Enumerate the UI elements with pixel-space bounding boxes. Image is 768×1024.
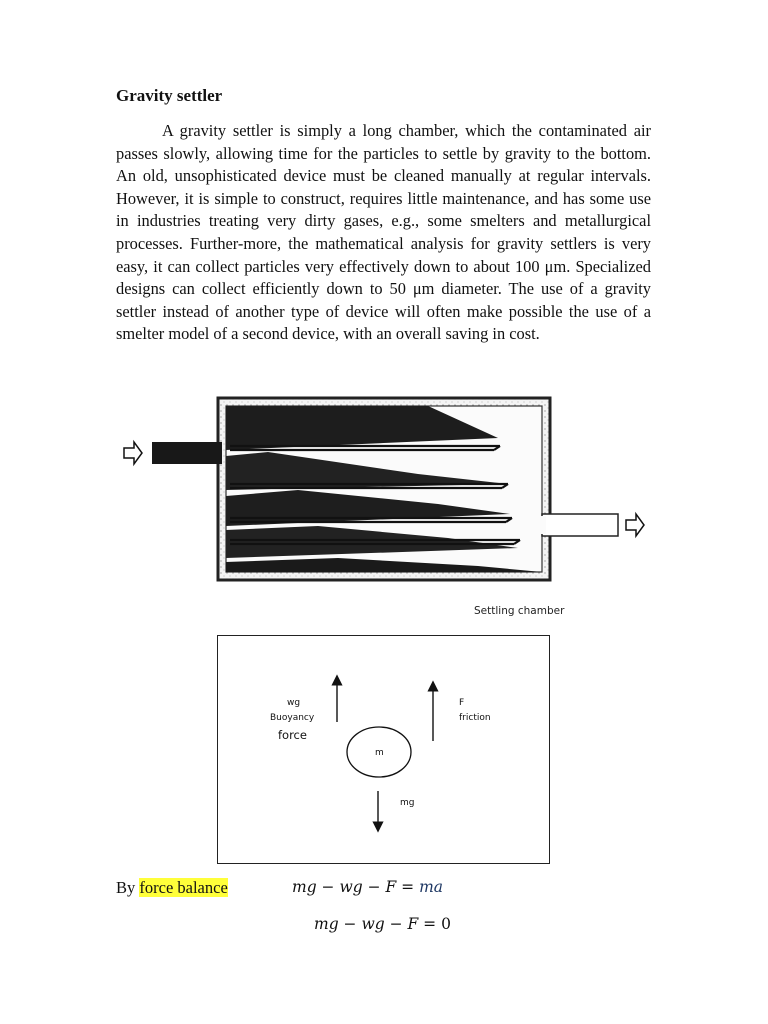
mg-label: mg — [400, 798, 415, 808]
force-balance-text — [116, 878, 228, 898]
wg-label: wg — [287, 698, 301, 708]
equation-2-lhs: mg − wg − F = — [314, 915, 442, 933]
section-heading: Gravity settler — [116, 86, 223, 105]
buoyancy-label: Buoyancy — [270, 713, 315, 723]
equation-1-rhs: ma — [419, 878, 444, 896]
mass-label: m — [375, 748, 384, 758]
settling-chamber-figure — [118, 380, 650, 625]
f-label: F — [459, 698, 465, 708]
equation-1 — [292, 878, 443, 896]
force-label: force — [278, 728, 307, 742]
settling-chamber-drawing — [118, 380, 650, 625]
equation-1-lhs: mg − wg − F = — [292, 878, 420, 896]
free-body-diagram — [217, 635, 550, 864]
figure-caption: Settling chamber — [474, 605, 565, 617]
body-paragraph: A gravity settler is simply a long chamber, which the contaminated air passes slowly, allowing time for the particles to settle by gravity to the bottom. An old, unsophisticated device must be cleaned manually at regular intervals. However, it is simple to construct, requires little maintenance, and has some use in industries treating very dirty gases, e.g., some smelters and metallurgical processes. Further-more, the mathematical analysis for gravity settlers is very easy, it can collect particles very effectively down to about 100 μm. Specialized designs can collect efficiently down to 50 μm diameter. The use of a gravity settler instead of another type of device will often make possible the use of a smelter model of a second device, with an overall saving in cost. — [116, 121, 651, 344]
equation-2-rhs: 0 — [441, 915, 451, 933]
equation-2 — [314, 915, 451, 933]
friction-label: friction — [459, 713, 491, 723]
force-balance-highlight: force balance — [139, 878, 228, 897]
force-balance-prefix: By — [116, 878, 140, 897]
